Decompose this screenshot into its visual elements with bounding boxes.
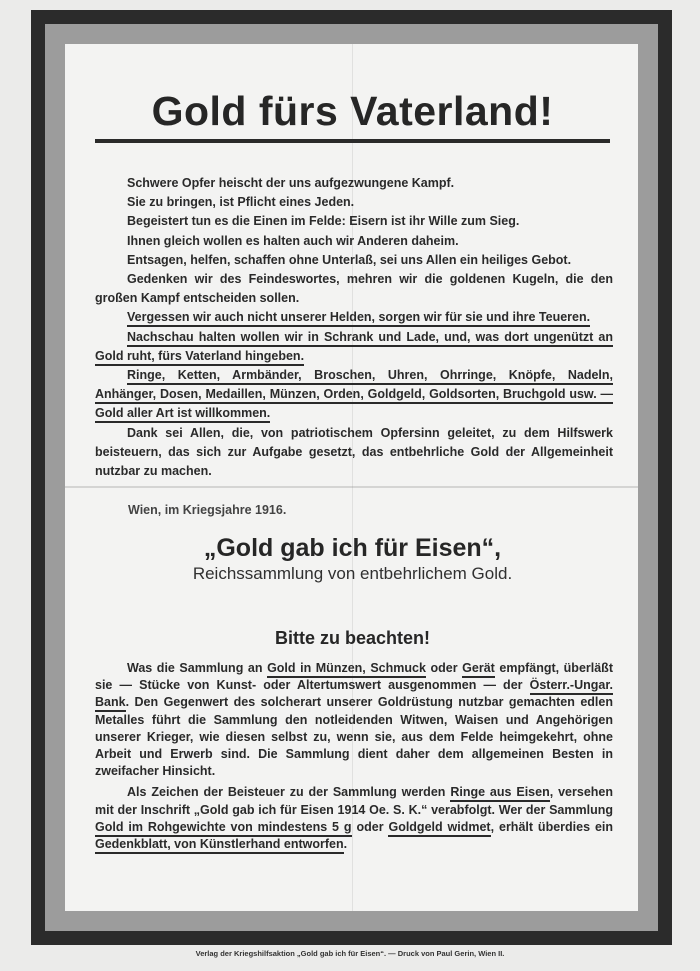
underlined-text: Österr.-Ungar. Bank [95,678,613,712]
underlined-text: Ringe aus Eisen [450,785,549,802]
text-run: . [343,837,348,852]
appeal-paragraph-enemy-words: Gedenken wir des Feindeswortes, mehren wir die goldenen Kugeln, die den großen Kampf entscheiden sollen. [95,272,613,306]
appeal-line: Entsagen, helfen, schaffen ohne Unterlaß, sei uns Allen ein heiliges Gebot. [127,252,572,267]
underlined-text: Gedenkblatt, von Künstlerhand entworfen [95,837,344,854]
appeal-line: Sie zu bringen, ist Pflicht eines Jeden. [127,195,355,210]
underlined-text: Goldgeld widmet [388,820,490,837]
printer-imprint: Verlag der Kriegshilfsaktion „Gold gab ich für Eisen“. — Druck von Paul Gerin, Wien II. [195,949,505,958]
underlined-text: Gerät [462,661,495,678]
slogan-heading: „Gold gab ich für Eisen“, [203,534,502,562]
underlined-text: Nachschau halten wollen wir in Schrank und Lade, und, was dort ungenützt an Gold ruht, fürs Vaterland hingeben. [95,330,613,366]
text-run: oder [425,661,463,675]
notice-text [95,660,613,857]
appeal-paragraph-thanks: Dank sei Allen, die, von patriotischem Opfersinn geleitet, zu dem Hilfswerk beisteuern, das sich zur Aufgabe gesetzt, das entbehrliche Gold der Allgemeinheit nutzbar zu machen. [95,425,613,479]
notice-paragraph-collection [95,660,613,780]
notice-paragraph-rings [95,784,613,853]
underlined-text: Ringe, Ketten, Armbänder, Broschen, Uhren, Ohrringe, Knöpfe, Nadeln, Anhänger, Dosen, Medaillen, Münzen, Orden, Goldgeld, Goldsorten, Bruchgold usw. — Gold aller Art ist willkommen. [95,368,613,423]
place-and-date: Wien, im Kriegsjahre 1916. [128,503,287,517]
collection-subtitle: Reichssammlung von entbehrlichem Gold. [192,564,513,583]
notice-heading: Bitte zu beachten! [274,628,430,648]
poster-title: Gold fürs Vaterland! [151,88,554,134]
horizontal-fold-line [65,486,638,488]
text-run: Was die Sammlung an [127,661,268,675]
appeal-paragraph-search-gold [95,328,613,366]
underlined-text: Gold in Münzen, Schmuck [267,661,426,678]
text-run: , erhält überdies ein [490,819,614,834]
underlined-text: Gold im Rohgewichte von mindestens 5 g [95,820,352,837]
appeal-paragraph-gold-items [95,366,613,424]
appeal-line: Begeistert tun es die Einen im Felde: Eisern ist ihr Wille zum Sieg. [127,214,520,229]
text-run: . Den Gegenwert des solcherart unserer Goldrüstung nutzbar gemachten edlen Metalles führt die Sammlung den notleidenden Witwen, Waisen und Angehörigen unserer Krieger, wie diesen selbst zu, wenn sie, aus dem Felde heimgekehrt, ohne Arbeit und Erwerb sind. Die Sammlung dient daher dem allgemeinen Besten in zweifacher Hinsicht. [95,695,613,779]
appeal-text [95,174,613,481]
text-run: Als Zeichen der Beisteuer zu der Sammlung werden [127,785,451,800]
text-run: , versehen mit der Inschrift „Gold gab ich für Eisen 1914 Oe. S. K.“ verabfolgt. Wer der Sammlung [95,785,614,817]
appeal-line: Schwere Opfer heischt der uns aufgezwungene Kampf. [127,176,455,190]
appeal-line: Ihnen gleich wollen es halten auch wir Anderen daheim. [127,233,459,248]
text-run: empfängt, überläßt sie — Stücke von Kunst- oder Altertumswert ausgenommen — der [95,661,613,693]
underlined-text: Vergessen wir auch nicht unserer Helden, sorgen wir für sie und ihre Teueren. [127,310,590,327]
title-underline-rule [95,139,610,143]
appeal-paragraph-heroes [95,308,613,327]
text-run: oder [351,819,389,834]
